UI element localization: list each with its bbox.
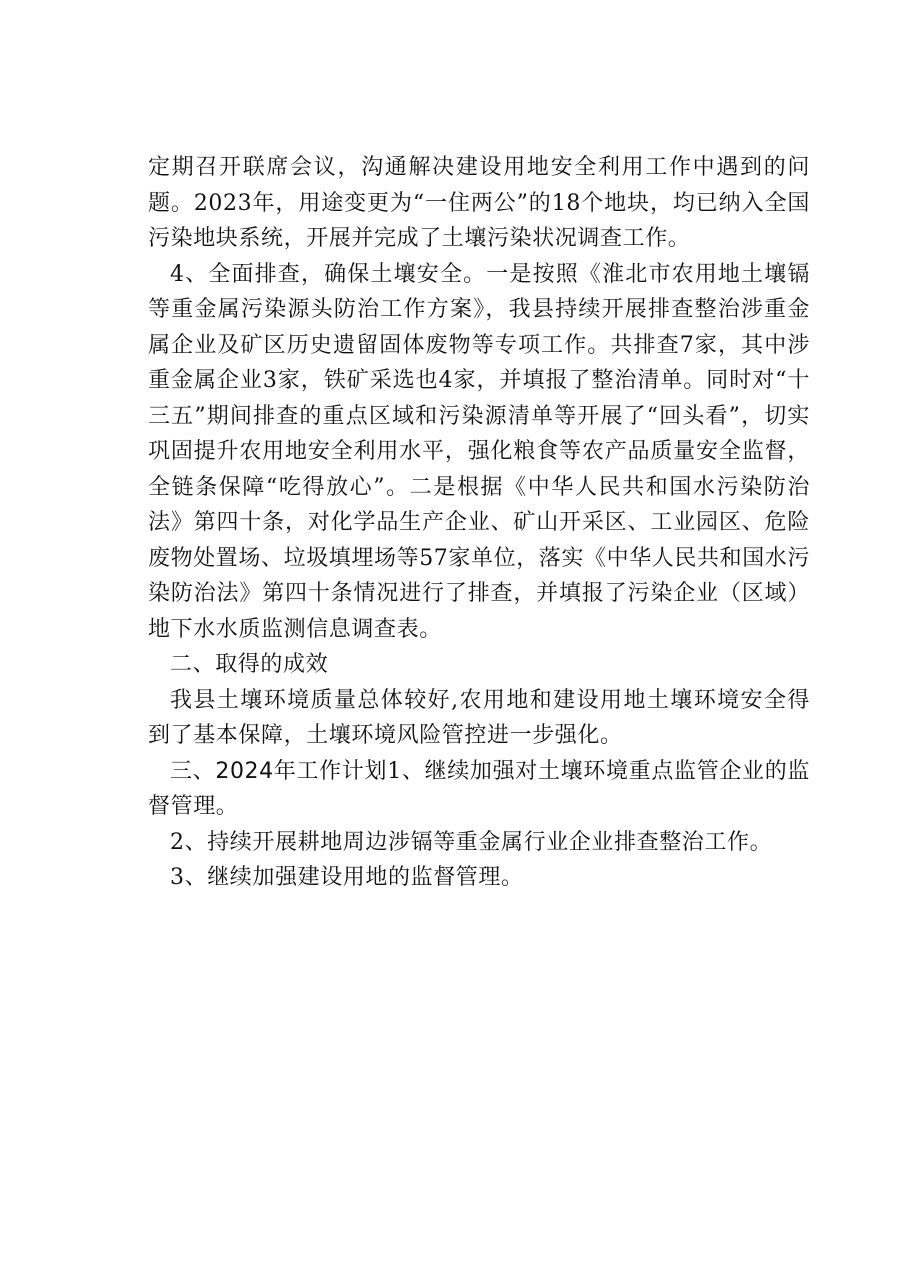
paragraph-achievements: 我县土壤环境质量总体较好,农用地和建设用地土壤环境安全得到了基本保障，土壤环境风险管控进一步强化。 [148,687,810,748]
work-plan-item-3: 3、继续加强建设用地的监督管理。 [170,865,524,890]
section-heading-achievements: 二、取得的成效 [170,652,329,677]
work-plan-item-1: 1、继续加强对土壤环境重点监管企业的监督管理。 [148,758,811,819]
work-plan-item-2: 2、持续开展耕地周边涉镉等重金属行业企业排查整治工作。 [170,829,773,855]
document-body [148,150,810,896]
paragraph-soil-investigation: 4、全面排查，确保土壤安全。一是按照《淮北市农用地土壤镉等重金属污染源头防治工作方案》，我县持续开展排查整治涉重金属企业及矿区历史遗留固体废物等专项工作。共排查7家，其中涉重金属企业3家，铁矿采选也4家，并填报了整治清单。同时对“十三五”期间排查的重点区域和污染源清单等开展了“回头看”，切实巩固提升农用地安全利用水平，强化粮食等农产品质量安全监督，全链条保障“吃得放心”。二是根据《中华人民共和国水污染防治法》第四十条，对化学品生产企业、矿山开采区、工业园区、危险废物处置场、垃圾填埋场等57家单位，落实《中华人民共和国水污染防治法》第四十条情况进行了排查，并填报了污染企业（区域）地下水水质监测信息调查表。 [148,261,810,642]
paragraph-work-plan [148,754,810,825]
section-heading-work-plan: 三、2024年工作计划 [170,758,388,784]
paragraph-meeting: 定期召开联席会议，沟通解决建设用地安全利用工作中遇到的问题。2023年，用途变更为“一住两公”的18个地块，均已纳入全国污染地块系统，开展并完成了土壤污染状况调查工作。 [148,155,810,251]
